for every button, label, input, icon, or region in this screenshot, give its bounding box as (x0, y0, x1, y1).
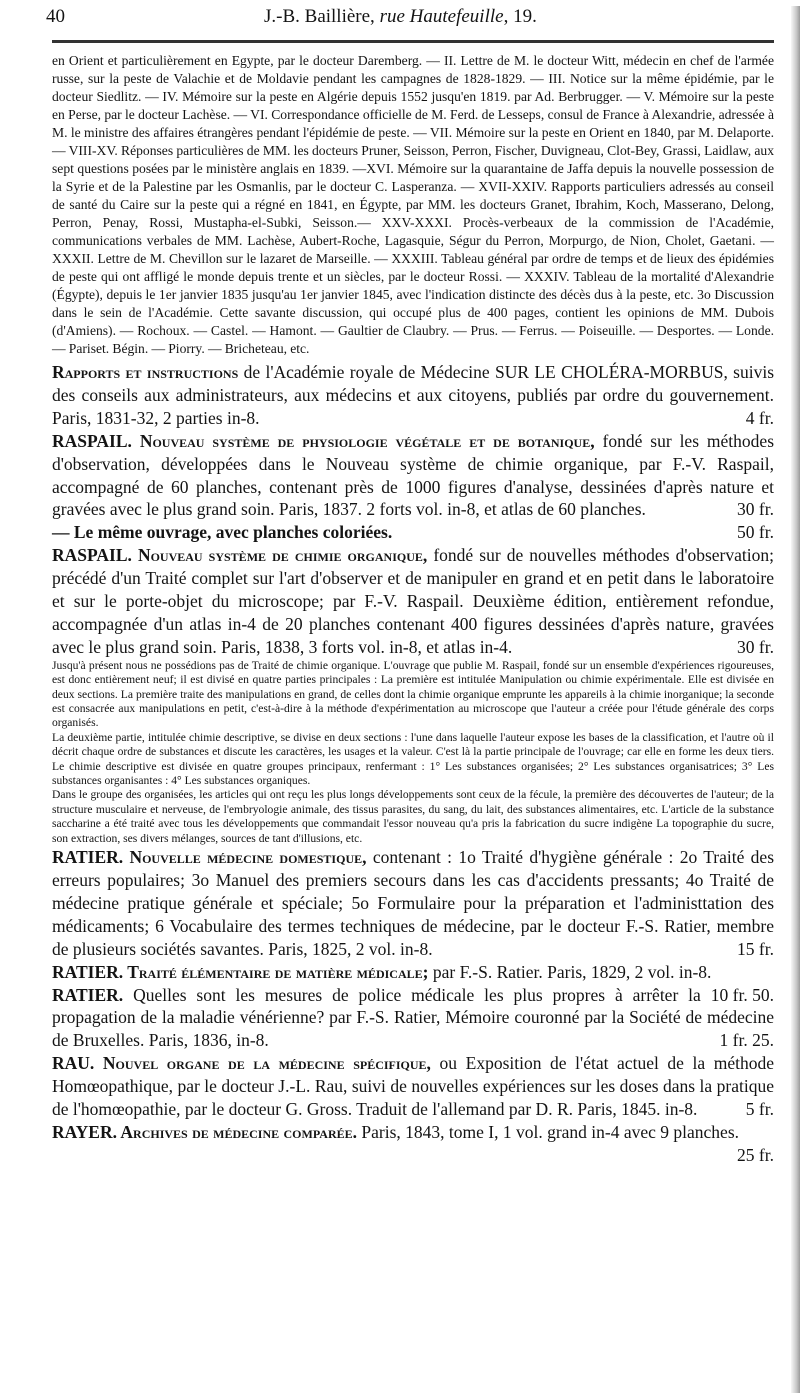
raspail-note-1: Jusqu'à présent nous ne possédions pas de Traité de chimie organique. L'ouvrage que publie M. Raspail, fondé sur un ensemble d'expériences rigoureuses, est donc entièrement neuf; il est divisé en quatre parties principales : La première est intitulée Manipulation ou chimie expérimentale. Elle est divisée en deux sections. La première traite des manipulations en grand, de celles dont la chimie organique emprunte les appareils à la chimie inorganique; la seconde est consacrée aux manipulations en petit, c'est-à-dire à la méthode d'expérimentation au microscope que l'auteur a créée pour l'étude générale des corps organisés. (52, 658, 774, 730)
entry-description: Paris, 1843, tome I, 1 vol. grand in-4 avec 9 planches. (361, 1121, 740, 1142)
entry-heading: RAU. Nouvel organe de la médecine spécifique, (52, 1053, 431, 1074)
header-rule (52, 40, 774, 43)
running-title (264, 6, 537, 28)
entry-price: 50 fr. (737, 522, 774, 543)
entry-heading: RASPAIL. Nouveau système de chimie organique, (52, 545, 428, 566)
entry-rapports-cholera (52, 361, 774, 430)
entry-description: Quelles sont les mesures de police médicale les plus propres à arrêter la propagation de la maladie vénérienne? par F.-S. Ratier, Mémoire couronné par la Société de médecine de Bruxelles. Paris, 1836, in-8. (52, 984, 774, 1051)
entry-rayer-archives (52, 1121, 774, 1165)
raspail-note-3: Dans le groupe des organisées, les articles qui ont reçu les plus longs développements sont ceux de la fécule, la première des découvertes de l'auteur; de la structure musculaire et nerveuse, de l'embryologie animale, des tissus parasites, du sang, du lait, des substances alimentaires, etc. L'article de la substance saccharine a été traité avec tous les développements que commandait l'essor nouveau qu'a pris la fabrication du sucre indigène La topographie du sucre, son extraction, ses divers mélanges, sources de tant d'illusions, etc. (52, 788, 774, 845)
entry-ratier-medecine-domestique (52, 846, 774, 961)
entry-ratier-police-medicale (52, 984, 774, 1053)
entry-heading: RASPAIL. Nouveau système de physiologie végétale et de botanique, (52, 430, 595, 451)
entry-price: 4 fr. (745, 407, 774, 428)
entry-heading: Rapports et instructions (52, 362, 239, 382)
entry-heading: RATIER. (52, 984, 124, 1005)
entry-price: 5 fr. (745, 1099, 774, 1120)
entry-heading: RATIER. Traité élémentaire de matière médicale; (52, 961, 429, 982)
entry-description: de l'Académie royale de Médecine SUR LE CHOLÉRA-MORBUS, suivis des conseils aux administrateurs, aux médecins et aux citoyens, publiés par ordre du gouvernement. Paris, 1831-32, 2 parties in-8. (52, 362, 775, 428)
entry-ratier-matiere-medicale (52, 961, 774, 1005)
entry-heading: RATIER. Nouvelle médecine domestique, (52, 847, 367, 868)
entry-raspail-chimie (52, 544, 774, 659)
entry-rau-homoeopathie (52, 1052, 774, 1121)
entry-price: 30 fr. (737, 499, 774, 520)
entry-price: 25 fr. (737, 1144, 774, 1165)
entry-raspail-coloriees (52, 521, 774, 544)
publisher-street: rue Hautefeuille (379, 6, 504, 27)
entry-price: 1 fr. 25. (719, 1030, 774, 1051)
entry-price: 15 fr. (737, 938, 774, 959)
entry-raspail-physiologie (52, 430, 774, 522)
catalogue-page (0, 6, 800, 1393)
publisher-street-number: , 19. (503, 6, 537, 27)
entry-price: 30 fr. (737, 636, 774, 657)
entry-description: contenant : 1o Traité d'hygiène générale : 2o Traité des erreurs populaires; 3o Manuel des premiers secours dans les cas d'accidents pressants; 4o Traité de médecine pratique générale et spéciale; 5o Formulaire pour la préparation et l'administtation des médicaments; 6 Vocabulaire des termes techniques de médecine, par le docteur F.-S. Ratier, membre de plusieurs sociétés savantes. Paris, 1825, 2 vol. in-8. (52, 847, 775, 959)
entry-heading: RAYER. Archives de médecine comparée. (52, 1121, 358, 1142)
entry-description: fondé sur les méthodes d'observation, développées dans le Nouveau système de chimie organique, par F.-V. Raspail, accompagné de 60 planches, contenant près de 1000 figures d'analyse, dessinées d'après nature et gravées avec le plus grand soin. Paris, 1837. 2 forts vol. in-8, et atlas de 60 planches. (52, 430, 774, 520)
page-edge-shadow (791, 6, 800, 1393)
peste-contents-paragraph: en Orient et particulièrement en Egypte, par le docteur Daremberg. — II. Lettre de M. le docteur Witt, médecin en chef de l'armée russe, sur la peste de Valachie et de Moldavie pendant les campagnes de 1828-1829. — III. Notice sur la même épidémie, par le docteur Siedlitz. — IV. Mémoire sur la peste en Algérie depuis 1552 jusqu'en 1819. par Ad. Berbrugger. — V. Mémoire sur la peste en Perse, par le docteur Lachèse. — VI. Correspondance officielle de M. Ferd. de Lesseps, consul de France à Alexandrie, adressée à M. le ministre des affaires étrangères pendant l'épidémie de peste. — VII. Mémoire sur la peste en Orient en 1840, par M. Delaporte.— VIII-XV. Réponses particulières de MM. les docteurs Pruner, Seisson, Perron, Fischer, Duvigneau, Clot-Bey, Grassi, Laidlaw, aux sept questions posées par le ministère anglais en 1839. —XVI. Mémoire sur la quarantaine de Jaffa depuis la nouvelle possession de la Syrie et de la Palestine par les Osmanlis, par le docteur C. Lasperanza. — XVII-XXIV. Rapports particuliers adressés au conseil de santé du Caire sur la peste qui a régné en 1841, en Égypte, par MM. les docteurs Granet, Ibrahim, Koch, Masserano, Delong, Perron, Penay, Rossi, Mustapha-el-Subki, Seisson.— XXV-XXXI. Procès-verbeaux de la commission de l'Académie, communications verbales de MM. Lachèse, Aubert-Roche, Lagasquie, Ségur du Perron, Morpurgo, de Nion, Cholet, Gaetani. — XXXII. Lettre de M. Chevillon sur le lazaret de Marseille. — XXXIII. Tableau général par ordre de temps et de lieux des épidémies de peste qui ont affligé le monde depuis trente et un siècles, par le docteur Rossi. — XXXIV. Tableau de la mortalité d'Alexandrie (Égypte), depuis le 1er janvier 1835 jusqu'au 1er janvier 1845, avec l'indication distincte des décès dus à la peste, etc. 3o Discussion dans le sein de l'Académie. Cette savante discussion, qui occupé plus de 400 pages, contient les opinions de MM. Dubois (d'Amiens). — Rochoux. — Castel. — Hamont. — Gaultier de Claubry. — Prus. — Ferrus. — Poiseuille. — Desportes. — Londe. — Pariset. Bégin. — Piorry. — Bricheteau, etc. (52, 53, 774, 356)
entry-description: ou Exposition de l'état actuel de la méthode Homœopathique, par le docteur J.-L. Rau, suivi de nouvelles expériences sur les doses dans la pratique de l'homœopathie, par le docteur G. Gross. Traduit de l'allemand par D. R. Paris, 1845. in-8. (52, 1053, 775, 1120)
raspail-note-2: La deuxième partie, intitulée chimie descriptive, se divise en deux sections : l'une dans laquelle l'auteur expose les bases de la classification, et l'autre où il décrit chaque ordre de substances et discute les caractères, les usages et la valeur. C'est là la partie principale de l'ouvrage; car elle en forme les deux tiers. Le chimie descriptive est divisée en quatre groupes principaux, renfermant : 1° Les substances organisées; 2° Les substances organisatrices; 3° Les substances organisantes : 4° Les substances organiques. (52, 730, 774, 788)
publisher-name: J.-B. Baillière, (264, 6, 380, 27)
entry-price: 10 fr. 50. (710, 984, 774, 1005)
entry-description: — Le même ouvrage, avec planches coloriées. (52, 522, 393, 543)
page-number: 40 (46, 6, 65, 27)
entry-description: fondé sur de nouvelles méthodes d'observation; précédé d'un Traité complet sur l'art d'observer et de manipuler en grand et en petit dans le laboratoire et sur le porte-objet du microscope; par F.-V. Raspail. Deuxième édition, entièrement refondue, accompagnée d'un atlas in-4 de 20 planches contenant 400 figures dessinées d'après nature, gravées avec le plus grand soin. Paris, 1838, 3 forts vol. in-8, et atlas in-4. (52, 545, 774, 657)
running-header (46, 6, 774, 32)
entry-description: par F.-S. Ratier. Paris, 1829, 2 vol. in-8. (432, 961, 712, 982)
